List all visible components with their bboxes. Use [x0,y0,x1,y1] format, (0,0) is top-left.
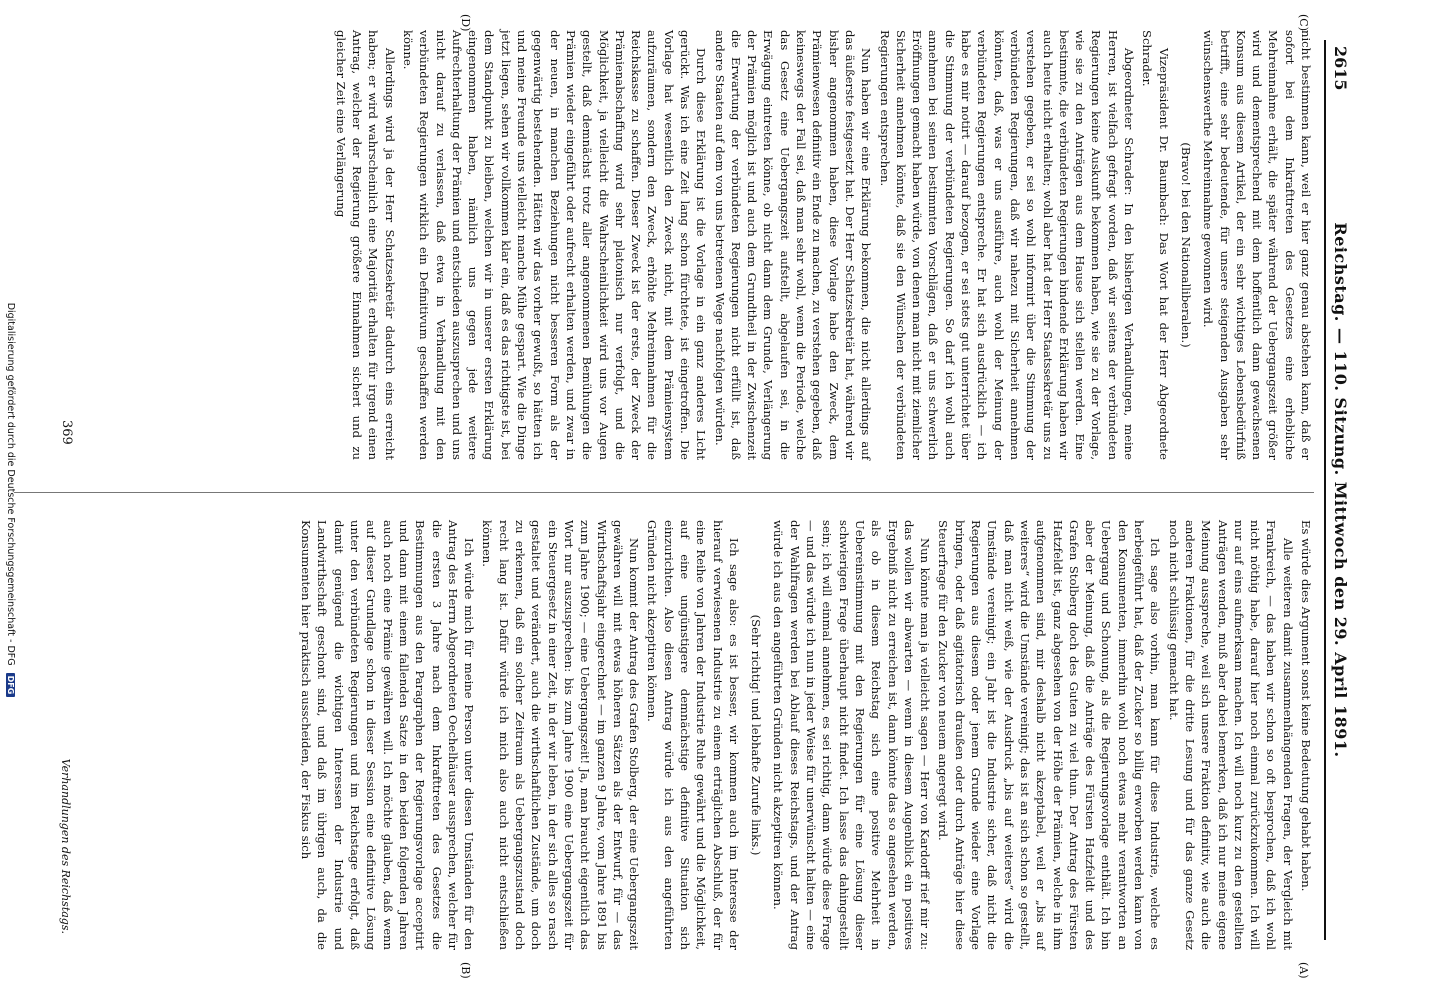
paragraph: Alle weiteren damit zusammenhängenden Fragen, der Vergleich mit Frankreich, — das haben wir schon so oft besprochen, daß ich wohl nicht nöthig habe, darauf hier noch einmal zurückzukommen. Ich will nur auf eins aufmerksam machen. Ich will noch kurz zu den gestellten Anträgen wenden, muß aber dabei bemerken, daß ich nur meine eigene Meinung ausspreche, weil sich unsere Fraktion definitiv, wie auch die anderen Fraktionen, für die dritte Lesung und für das ganze Gesetz noch nicht schlüssig gemacht hat. [1166,520,1295,950]
paragraph: Nun kommt der Antrag des Grafen Stolberg, der eine Uebergangszeit gewähren will mit etwas höheren Sätzen als der Entwurf, für — das Wirthschaftsjahr eingerechnet — im ganzen 9 Jahre, vom Jahre 1891 bis zum Jahre 1900; — eine Uebergangszeit! Ja, man braucht eigentlich das Wort nur auszusprechen: bis zum Jahre 1900 eine Uebergangszeit für ein Steuergesetz in einer Zeit, in der wir leben, in der sich alles so rasch gestaltet und verändert, auch die wirthschaftlichen Zustände, um doch zu erkennen, daß ein solcher Zeitraum als Uebergangszustand doch recht lang ist. Dafür würde ich mich also auch nicht entschließen können. [480,520,642,950]
page-header [1324,40,1354,940]
header-title: Reichstag. — 110. Sitzung. Mittwoch den 29. April 1891. [1331,222,1350,758]
paragraph: Durch diese Erklärung ist die Vorlage in ein ganz anderes Licht gerückt. Was ich eine Zeit lang schon fürchtete, ist eingetroffen. Die Vorlage hat wesentlich den Zweck nicht, mit dem Prämiensystem aufzuräumen, sondern den Zweck, erhöhte Mehreinnahmen für die Reichskasse zu schaffen. Dieser Zweck ist der erste, der Zweck der Prämienabschaffung wird sehr platonisch nur verfolgt, und die Möglichkeit, ja vielleicht die Wahrscheinlichkeit wird uns vor Augen gestellt, daß demnächst trotz aller angenommenen Bemühungen die Prämien wieder eingeführt oder aufrecht erhalten werden, und zwar in der neuen, in manchen Beziehungen nicht besseren Form als der gegenwärtig bestehenden. Hätten wir das vorher gewußt, so hätten ich und meine Freunde uns vielleicht manche Mühe gespart. Wie die Dinge jetzt liegen, sehen wir vollkommen klar ein, daß es das richtigste ist, bei dem Standpunkt zu bleiben, welchen wir in unserer ersten Erklärung eingenommen haben, nämlich uns gegen jede weitere Aufrechterhaltung der Prämien und entschieden auszusprechen und uns nicht darauf zu verlassen, daß etwa in Verhandlung mit den verbündeten Regierungen wirklich ein Definitivum geschaffen werden könne. [400,30,709,460]
paragraph: Allerdings wird ja der Herr Schatzsekretär dadurch eins erreicht haben; er wird wahrscheinlich eine Majorität erhalten für irgend einen Antrag, welcher der Regierung größere Einnahmen sichert und zu gleicher Zeit eine Verlängerung [333,30,397,460]
paragraph: Es würde dies Argument sonst keine Bedeutung gehabt haben. [1299,520,1313,892]
applause-note: (Sehr richtig! und lebhafte Zurufe links.) [749,614,764,856]
footer-page-number: 369 [59,420,74,445]
paragraph: Ich würde mich für meine Person unter diesen Umständen für den Antrag des Herrn Abgeordneten Oechelhäuser aussprechen, welcher für die ersten 3 Jahre nach dem Inkrafttreten des Gesetzes die Bestimmungen aus den Paragraphen der Regierungsvorlage acceptirt und dann mit einem fallenden Satze in den beiden folgenden Jahren auch noch eine Prämie gewähren will. Ich möchte glauben, daß wenn auf dieser Grundlage schon in dieser Session eine definitive Lösung unter den verbündeten Regierungen und im Reichstage erfolgt, daß damit genügend die wichtigen Interessen der Industrie und Landwirthschaft geschont sind, und daß im übrigen auch, da die Konsumenten hier praktisch ausscheiden, der Fiskus sich [299,520,477,950]
column-divider [14,492,1314,493]
paragraph: Nun haben wir eine Erklärung bekommen, die nicht allerdings auf das äußerste festgesetzt hat. Der Herr Schatzsekretär hat, während wir bisher angenommen haben, diese Vorlage habe den Zweck, dem Prämienwesen definitiv ein Ende zu machen, zu verstehen gegeben, daß keineswegs der Fall sei, daß man sehr wohl, wenn die Periode, welche das Gesetz eine Uebergangszeit aufstellt, abgelaufen sei, in die Erwägung eintreten könne, ob nicht dann dem Grunde, Verlängerung der Prämien möglich ist und auch dem Grundtheil in der Zwischenzeit die Erwartung der verbündeten Regierungen nicht erfüllt ist, daß andere Staaten auf dem von uns betretenen Wege nachfolgen würden. [712,30,874,460]
credit-text: Digitalisierung gefördert durch die Deutsche Forschungsgemeinschaft - DFG [5,302,16,666]
paragraph: nicht bestimmen kann, weil er hier ganz genau abstehen kann, daß er sofort bei dem Inkrafttreten des Gesetzes eine erhebliche Mehreinnahme erhält, die später während der Uebergangszeit größer wird und dementsprechend mit dem hoffentlich dann gewachsenen Konsum aus diesem Artikel, der ein sehr wichtiges Lebensbedürfniß betrifft, eine sehr bedeutende, für unsere steigenden Ausgaben sehr wünschenswerthe Mehreinnahme gewonnen wird. [1201,30,1313,460]
speaker-intro: Vizepräsident Dr. Baumbach: Das Wort hat der Herr Abgeordnete Schrader. [1140,30,1171,460]
margin-mark-b: (B) [459,962,472,979]
paragraph: Ich sage also: es ist besser, wir kommen auch im Interesse der hierauf verwiesenen Industrie zu einem erträglichen Abschluß, der für eine Reihe von Jahren der Industrie Ruhe gewährt und die Möglichkeit, auf eine ungünstigere demnächstige definitive Situation sich einzurichten. Also diesen Antrag würde ich aus den angeführten Gründen nicht akzeptiren können. [645,520,741,950]
margin-mark-c: (C) [1297,14,1310,31]
margin-mark-a: (A) [1297,962,1310,979]
right-column [296,520,1314,950]
paragraph: Nun könnte man ja vielleicht sagen — Herr von Kardorff rief mir zu: das wollen wir abwarten — wenn in diesem Augenblick ein positives Ergebniß nicht zu erreichen ist, dann könnte das so angesehen werden, als ob in diesem Reichstag sich eine positive Mehrheit in Uebereinstimmung mit den Regierungen für eine Lösung dieser schwierigen Frage überhaupt nicht findet. Ich lasse das dahingestellt sein; ich will einmal annehmen, es sei richtig, dann würde diese Frage — und das würde ich nun in jeder Weise für unerwünscht halten — eine der Wahlfragen werden bei Ablauf dieses Reichstags, und der Antrag würde ich aus den angeführten Gründen nicht akzeptiren können. [771,520,933,950]
header-page-number: 2615 [1331,46,1350,91]
footer-signature: Verhandlungen des Reichstags. [59,758,72,934]
paragraph: Abgeordneter Schrader: In den bisherigen Verhandlungen, meine Herren, ist vielfach gefragt worden, daß wir seitens der verbündeten Regierungen keine Auskunft bekommen haben, wie sie zu der Vorlage, wie sie zu den Anträgen aus dem Hause sich stellen werden. Eine bestimmte, die verbündeten Regierungen bindende Erklärung haben wir auch heute nicht erhalten; wohl aber hat der Herr Staatssekretär uns zu verstehen gegeben, er sei so wohl informirt über die Stimmung der verbündeten Regierungen, daß wir nahezu mit Sicherheit annehmen könnten, daß, was er uns ausführe, auch wohl der Meinung der verbündeten Regierungen entspreche. Er hat sich ausdrücklich — ich habe es mir notirt — darauf bezogen, er sei stets gut unterrichtet über die Stimmung der verbündeten Regierungen. So darf ich wohl auch annehmen bei seinen bestimmten Vorschlägen, daß er uns schwerlich Eröffnungen gemacht haben würde, von denen man nicht mit ziemlicher Sicherheit annehmen könnte, daß sie den Wünschen der verbündeten Regierungen entsprechen. [877,30,1137,460]
digitization-credit [5,0,16,1000]
applause-note: (Bravo! bei den Nationalliberalen.) [1178,142,1193,348]
paragraph: Ich sage also vorhin, man kann für diese Industrie, welche es herbeigeführt hat, daß der Zucker so billig erworben werden kann von den Konsumenten, immerhin wohl noch etwas mehr verantworten an Uebergang und Schonung, als die Regierungsvorlage enthält. Ich bin aber der Meinung, daß die Anträge des Fürsten Hatzfeldt und des Grafen Stolberg doch des Guten zu viel thun. Der Antrag des Fürsten Hatzfeldt ist, ganz abgesehen von der Höhe der Prämien, welche in ihm aufgenommen sind, mir deshalb nicht akzeptabel, weil er „bis auf weiteres“ wird die Umstände vereinigt; das ist an sich schon so gestellt, daß man nicht weiß, wie der Ausdruck „bis auf weiteres“ wird die Umstände vereinigt; ein Jahr ist die Industrie sicher, daß nicht die Regierungen aus diesem oder jenem Grunde wieder eine Vorlage bringen, oder daß agitatorisch draußen oder durch Anträge hier diese Steuerfrage für den Zucker von neuem angeregt wird. [936,520,1163,950]
left-column [330,30,1314,460]
margin-mark-d: (D) [459,14,472,32]
dfg-logo-icon: DFG [6,673,15,698]
